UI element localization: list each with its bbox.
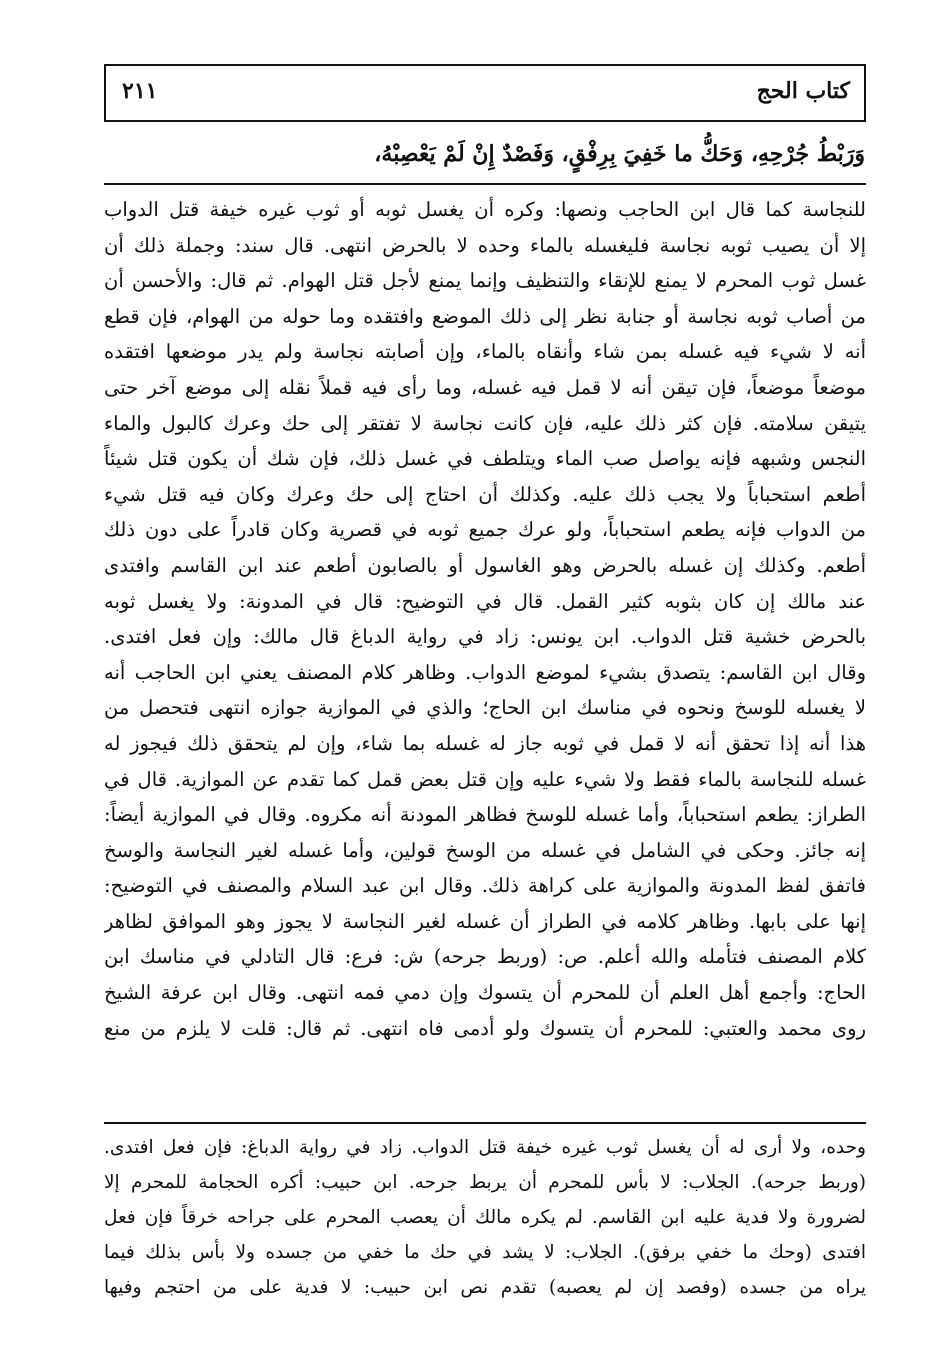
commentary-line: النجس وشبهه فإنه يواصل صب الماء ويتلطف في غسل ذلك، فإن شك أن يكون قتل شيئاً (104, 447, 866, 471)
commentary-line: أطعم استحباباً ولا يجب ذلك عليه. وكذلك أن احتاج إلى حك وعرك وكان فيه قتل شيء (104, 482, 866, 506)
commentary-line: للنجاسة كما قال ابن الحاجب ونصها: وكره أن يغسل ثوبه أو ثوب غيره خيفة قتل الدواب (104, 198, 866, 221)
page-number: ٢١١ (122, 78, 158, 104)
commentary-line: يتيقن سلامته. فإن كثر ذلك عليه، فإن كانت نجاسة لا تفتقر إلى حك وعرك كالبول والماء (104, 411, 866, 435)
commentary-line: وقال ابن القاسم: يتصدق بشيء لموضع الدواب. وظاهر كلام المصنف يعني ابن الحاجب أنه (104, 660, 866, 684)
commentary-line: بالحرض خشية قتل الدواب. ابن يونس: زاد في رواية الدباغ قال مالك: وإن فعل افتدى. (104, 625, 866, 649)
commentary-line: أطعم. وكذلك إن غسله بالحرض وهو الغاسول أو بالصابون أطعم عند ابن القاسم وافتدى (104, 553, 866, 577)
commentary-line: كلام المصنف فتأمله والله أعلم. ص: (وربط جرحه) ش: فرع: قال التادلي في مناسك ابن (104, 945, 866, 969)
footnote-line: (وربط جرحه). الجلاب: لا بأس للمحرم أن يربط جرحه. ابن حبيب: أكره الحجامة للمحرم إلا (104, 1172, 866, 1193)
commentary-line: هذا أنه إذا تحقق أنه لا قمل في ثوبه جاز له غسله بما شاء، وإن لم يتحقق ذلك فيجوز له (104, 731, 866, 755)
commentary-line: إنه جائز. وحكى في الشامل في غسله من الوسخ قولين، وأما غسله لغير النجاسة والوسخ (104, 838, 866, 862)
commentary-line: إلا أن يصيب ثوبه نجاسة فليغسله بالماء وحده لا بالحرض انتهى. قال سند: وجملة ذلك أن (104, 233, 866, 257)
footnote-line: لضرورة ولا فدية عليه ابن القاسم. لم يكره مالك أن يعصب المحرم على جراحه خرقاً فإن فعل (104, 1207, 866, 1228)
commentary-line: عند مالك إن كان بثوبه كثير القمل. قال في التوضيح: قال في المدونة: ولا يغسل ثوبه (104, 589, 866, 613)
footnote-divider (104, 1122, 866, 1124)
commentary-line: من الدواب فإنه يطعم استحباباً، ولو عرك جميع ثوبه في قصرية وكان قادراً على دون ذلك (104, 518, 866, 542)
footnotes (104, 1130, 866, 1305)
commentary-line: أنه لا شيء فيه غسله بمن شاء وأنقاه بالماء، وإن أصابته نجاسة ولم يدر موضعها افتقده (104, 340, 866, 364)
commentary-line: غسل ثوب المحرم لا يمنع للإنقاء والتنظيف وإنما يمنع لأجل قتل الهوام. ثم قال: والأحسن أن (104, 269, 866, 293)
commentary-line: إنها على بابها. وظاهر كلامه في الطراز أن غسله لغير النجاسة لا يجوز وهو الموافق لظاهر (104, 909, 866, 933)
footnote-line: افتدى (وحك ما خفي برفق). الجلاب: لا يشد في حك ما خفي من جسده ولا بأس بذلك فيما (104, 1242, 866, 1263)
commentary-line: غسله للنجاسة بالماء فقط ولا شيء عليه وإن قتل بعض قمل كما تقدم عن الموازية. قال في (104, 767, 866, 791)
commentary-line: لا يغسله للوسخ ونحوه في مناسك ابن الحاج؛ والذي في الموازية جوازه انتهى فتحصل من (104, 696, 866, 720)
chapter-title: كتاب الحج (756, 78, 850, 104)
matn-text: وَرَبْطُ جُرْحِهِ، وَحَكُّ ما خَفِيَ بِرِفْقٍ، وَفَصْدٌ إِنْ لَمْ يَعْصِبْهُ، (374, 141, 865, 167)
top-divider (104, 183, 866, 185)
commentary-line: الطراز: يطعم استحباباً، وأما غسله للوسخ فظاهر المودنة أنه مكروه. وقال في الموازية أيضاً: (104, 803, 866, 827)
commentary-line: فاتفق لفظ المدونة والموازية على كراهة ذلك. وقال ابن عبد السلام والمصنف في التوضيح: (104, 874, 866, 898)
commentary-line: الحاج: وأجمع أهل العلم أن للمحرم أن يتسوك وإن دمي فمه انتهى. وقال ابن عرفة الشيخ (104, 981, 866, 1005)
commentary-line: روى محمد والعتبي: للمحرم أن يتسوك ولو أدمى فاه انتهى. ثم قال: قلت لا يلزم من منع (104, 1016, 866, 1040)
commentary-line: من أصاب ثوبه نجاسة أو جنابة نظر إلى ذلك الموضع وافتقده وما حوله من الهوام، فإن قطع (104, 304, 866, 328)
commentary-body (104, 192, 866, 1046)
footnote-line: وحده، ولا أرى له أن يغسل ثوب غيره خيفة قتل الدواب. زاد في رواية الدباغ: فإن فعل افتدى. (104, 1137, 866, 1158)
footnote-line: يراه من جسده (وفصد إن لم يعصبه) تقدم نص ابن حبيب: لا فدية على من احتجم وفيها (104, 1277, 866, 1298)
running-header (104, 64, 866, 122)
commentary-line: موضعاً موضعاً، فإن تيقن أنه لا قمل فيه غسله، وما رأى فيه قملاً نقله إلى موضع آخر حتى (104, 375, 866, 399)
